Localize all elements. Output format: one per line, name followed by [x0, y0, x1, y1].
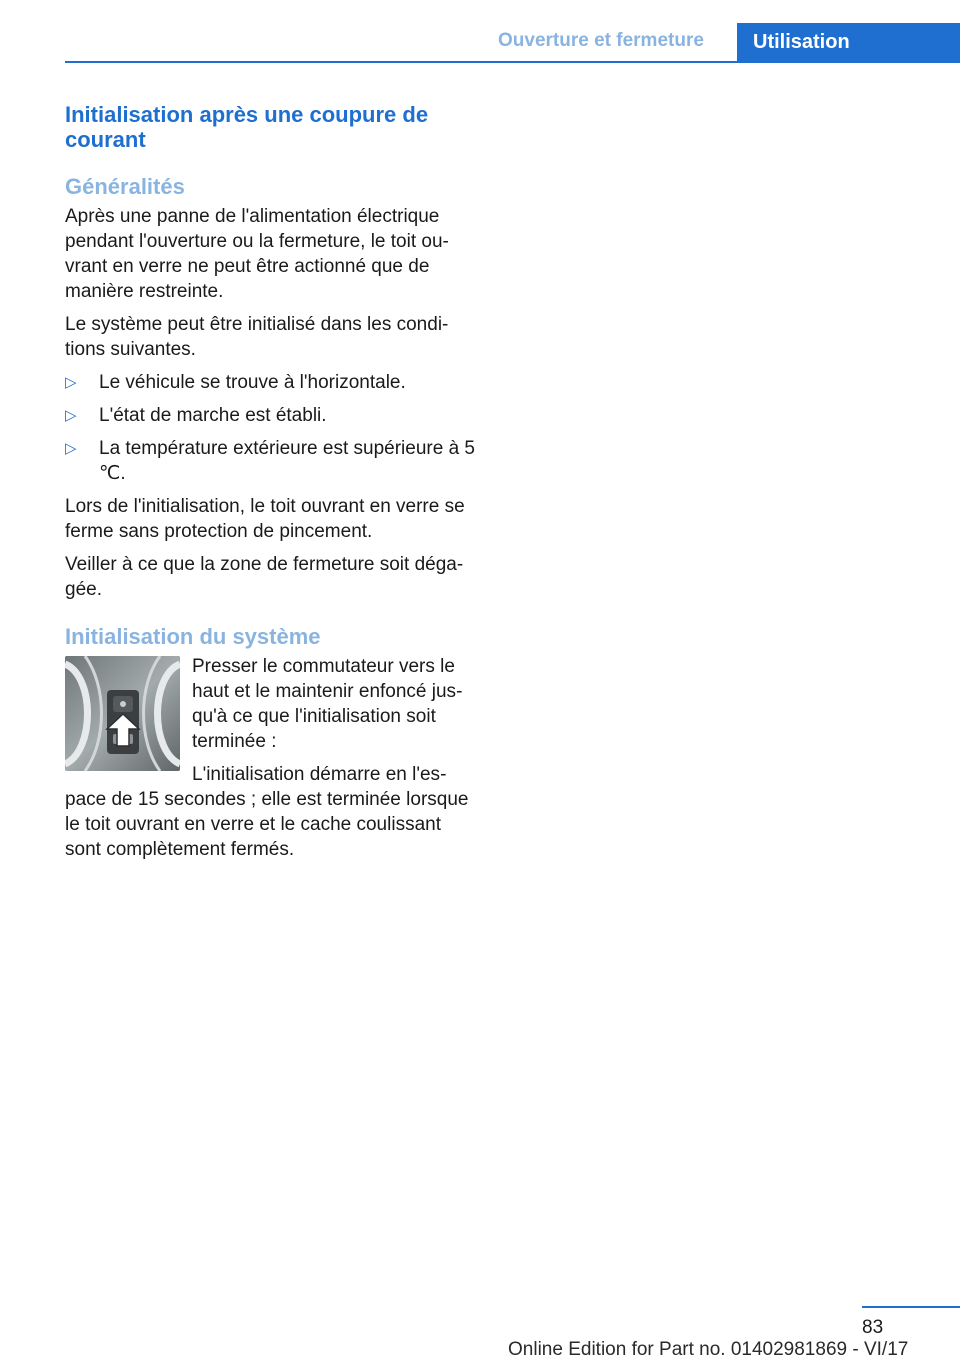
conditions-list	[65, 370, 477, 486]
roof-switch-illustration	[65, 656, 180, 771]
general-paragraph-3: Lors de l'initialisation, le toit ouvrant en verre se ferme sans protection de pincement.	[65, 496, 465, 542]
footer-rule	[862, 1306, 960, 1308]
system-paragraph-1: Presser le commutateur vers le haut et le maintenir enfoncé jusqu'à ce que l'initialisation soit terminée :	[192, 656, 463, 752]
header-chapter-label: Utilisation	[753, 30, 850, 53]
general-paragraph-4: Veiller à ce que la zone de fermeture soit dégagée.	[65, 554, 464, 600]
condition-text: L'état de marche est établi.	[99, 405, 327, 426]
general-paragraph-2: Le système peut être initialisé dans les conditions suivantes.	[65, 314, 449, 360]
triangle-bullet-icon: ▷	[65, 407, 77, 424]
footer-edition: Online Edition for Part no. 01402981869 - VI/17	[508, 1339, 909, 1360]
list-item	[65, 436, 477, 486]
condition-text: Le véhicule se trouve à l'horizontale.	[99, 372, 406, 393]
header-rule	[65, 61, 960, 63]
condition-text: La température extérieure est supérieure à 5 ℃.	[99, 438, 475, 484]
main-content	[65, 102, 477, 870]
header-section-title: Ouverture et fermeture	[498, 30, 704, 51]
triangle-bullet-icon: ▷	[65, 440, 77, 457]
page-title: Initialisation après une coupure de courant	[65, 102, 429, 152]
general-heading: Généralités	[65, 174, 185, 199]
general-paragraph-1: Après une panne de l'alimentation électrique pendant l'ouverture ou la fermeture, le toit ouvrant en verre ne peut être actionné que de manière restreinte.	[65, 206, 449, 302]
roof-switch-image	[65, 656, 180, 771]
page-number: 83	[862, 1317, 884, 1338]
list-item	[65, 403, 477, 428]
system-heading: Initialisation du système	[65, 624, 321, 649]
header-chapter-tab	[737, 23, 960, 61]
system-paragraph-2: L'initialisation démarre en l'espace de 15 secondes ; elle est terminée lorsque le toit ouvrant en verre et le cache coulissant sont complètement fermés.	[65, 764, 469, 860]
triangle-bullet-icon: ▷	[65, 374, 77, 391]
list-item	[65, 370, 477, 395]
